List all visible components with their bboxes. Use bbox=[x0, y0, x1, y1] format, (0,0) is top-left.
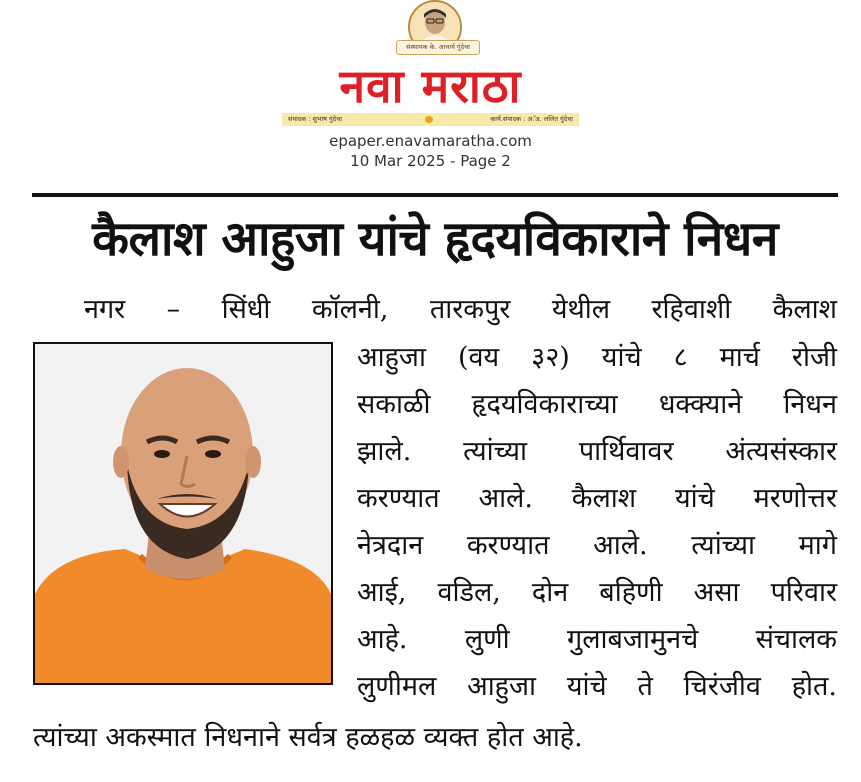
body-line: त्यांच्या अकस्मात निधनाने सर्वत्र हळहळ व्यक्त होत आहे. bbox=[33, 722, 583, 753]
executive-editor-name: कार्य.संपादक : अॅड. ललित गुंदेचा bbox=[490, 115, 573, 123]
body-line: नेत्रदान करण्यात आले. त्यांच्या मागे bbox=[357, 530, 837, 561]
emblem-icon bbox=[425, 116, 433, 123]
masthead bbox=[0, 0, 861, 180]
editor-strip bbox=[282, 113, 579, 126]
editor-name: संपादक : सुभाष गुंदेचा bbox=[288, 115, 342, 123]
body-line: आहुजा (वय ३२) यांचे ८ मार्च रोजी bbox=[357, 342, 837, 373]
body-line: झाले. त्यांच्या पार्थिवावर अंत्यसंस्कार bbox=[357, 436, 837, 467]
newspaper-logo: नवा मराठा bbox=[339, 59, 522, 113]
body-line: करण्यात आले. कैलाश यांचे मरणोत्तर bbox=[357, 483, 837, 514]
founder-caption: संस्थापक के. आचार्य गुंदेचा bbox=[396, 40, 480, 55]
source-url: epaper.enavamaratha.com bbox=[329, 132, 532, 150]
body-line: आई, वडिल, दोन बहिणी असा परिवार bbox=[357, 577, 837, 608]
body-line: आहे. लुणी गुलाबजामुनचे संचालक bbox=[357, 624, 837, 655]
body-line: सकाळी हृदयविकाराच्या धक्क्याने निधन bbox=[357, 389, 837, 420]
date-page: 10 Mar 2025 - Page 2 bbox=[350, 152, 511, 170]
founder-portrait bbox=[396, 0, 478, 60]
body-line: लुणीमल आहुजा यांचे ते चिरंजीव होत. bbox=[357, 671, 837, 702]
header-rule bbox=[32, 193, 838, 197]
body-line: नगर – सिंधी कॉलनी, तारकपुर येथील रहिवाशी कैलाश bbox=[84, 294, 837, 325]
person-photo bbox=[33, 342, 333, 685]
article-headline: कैलाश आहुजा यांचे हृदयविकाराने निधन bbox=[92, 211, 778, 267]
person-photo-drawing bbox=[35, 344, 331, 683]
